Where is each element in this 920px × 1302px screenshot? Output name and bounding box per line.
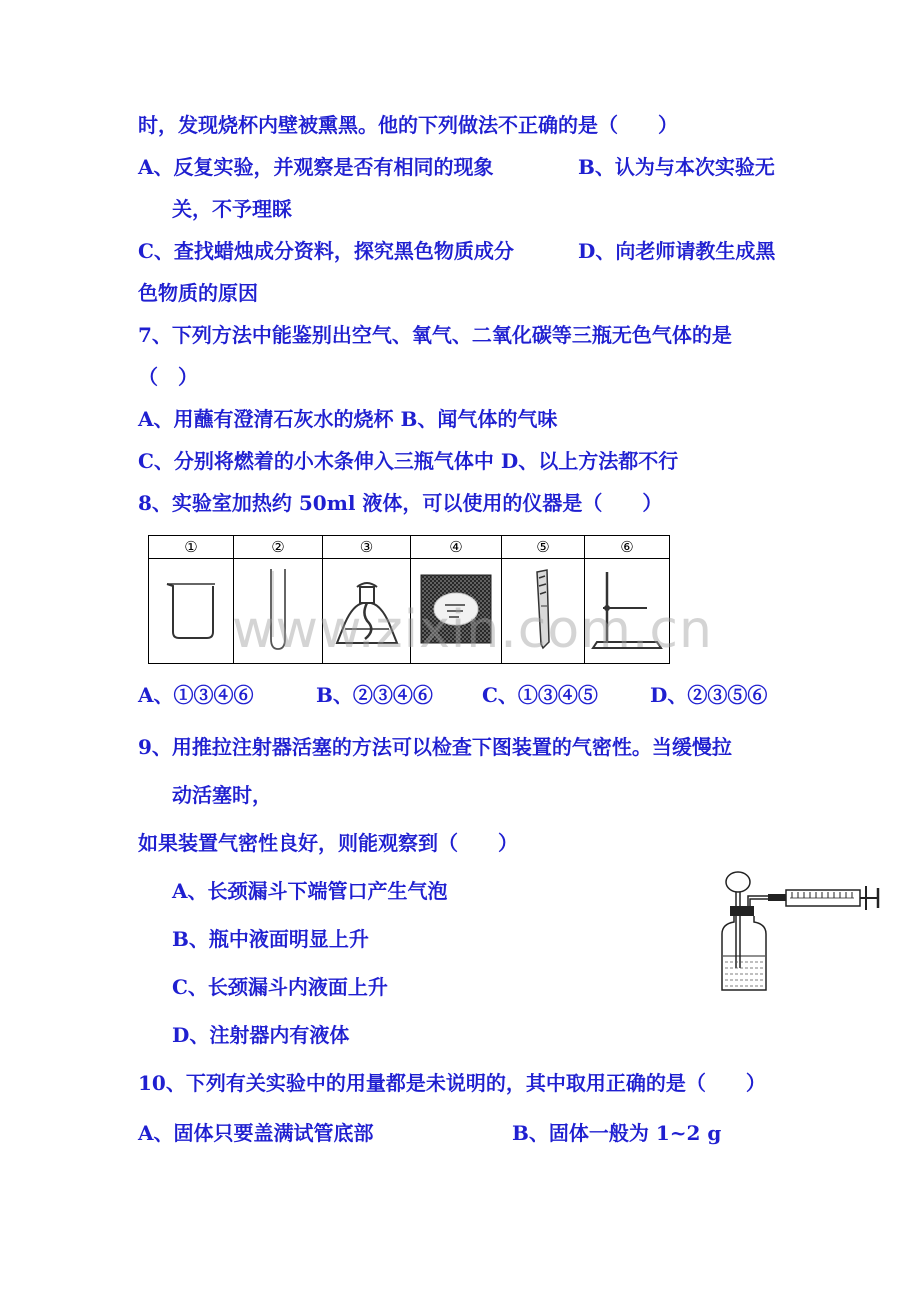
airtightness-apparatus-diagram <box>716 868 884 994</box>
q9-option-d: D、注射器内有液体 <box>172 1023 350 1047</box>
q6-option-d: D、向老师请教生成黑 <box>578 239 776 263</box>
q7-options-ab: A、用蘸有澄清石灰水的烧杯 B、闻气体的气味 <box>138 407 558 431</box>
instrument-label-4: ④ <box>411 536 502 559</box>
q7-stem: 7、下列方法中能鉴别出空气、氧气、二氧化碳等三瓶无色气体的是 <box>138 323 732 347</box>
q9-option-b: B、瓶中液面明显上升 <box>172 927 369 951</box>
instrument-label-1: ① <box>149 536 234 559</box>
q10-option-b: B、固体一般为 1~2 g <box>512 1121 722 1145</box>
q8-option-c: C、①③④⑤ <box>482 683 598 707</box>
q9-question: 如果装置气密性良好，则能观察到（ ） <box>138 831 518 855</box>
q6-option-b-continued: 关，不予理睬 <box>172 197 292 221</box>
q7-options-cd: C、分别将燃着的小木条伸入三瓶气体中 D、以上方法都不行 <box>138 449 679 473</box>
beaker-cell <box>149 559 234 664</box>
q10-option-a: A、固体只要盖满试管底部 <box>138 1121 374 1145</box>
q6-option-c: C、查找蜡烛成分资料，探究黑色物质成分 <box>138 239 514 263</box>
q6-option-d-continued: 色物质的原因 <box>138 281 258 305</box>
q9-stem: 9、用推拉注射器活塞的方法可以检查下图装置的气密性。当缓慢拉 <box>138 735 732 759</box>
q10-stem: 10、下列有关实验中的用量都是未说明的，其中取用正确的是（ ） <box>138 1071 766 1095</box>
instrument-label-6: ⑥ <box>585 536 670 559</box>
q6-stem-continuation: 时，发现烧杯内壁被熏黑。他的下列做法不正确的是（ ） <box>138 113 678 137</box>
q9-stem-continued: 动活塞时， <box>172 783 272 807</box>
q9-option-a: A、长颈漏斗下端管口产生气泡 <box>172 879 448 903</box>
q9-option-c: C、长颈漏斗内液面上升 <box>172 975 388 999</box>
instrument-label-2: ② <box>234 536 323 559</box>
instrument-label-3: ③ <box>323 536 411 559</box>
q8-option-a: A、①③④⑥ <box>138 683 254 707</box>
q7-answer-paren: （ ） <box>138 365 198 389</box>
q8-option-d: D、②③⑤⑥ <box>650 683 768 707</box>
q8-stem: 8、实验室加热约 50ml 液体，可以使用的仪器是（ ） <box>138 491 663 515</box>
beaker-icon <box>159 574 223 644</box>
watermark: www.zixin.com.cn <box>232 600 713 660</box>
q6-option-a: A、反复实验，并观察是否有相同的现象 <box>138 155 494 179</box>
instrument-label-5: ⑤ <box>502 536 585 559</box>
q8-option-b: B、②③④⑥ <box>316 683 433 707</box>
q6-option-b: B、认为与本次实验无 <box>578 155 775 179</box>
